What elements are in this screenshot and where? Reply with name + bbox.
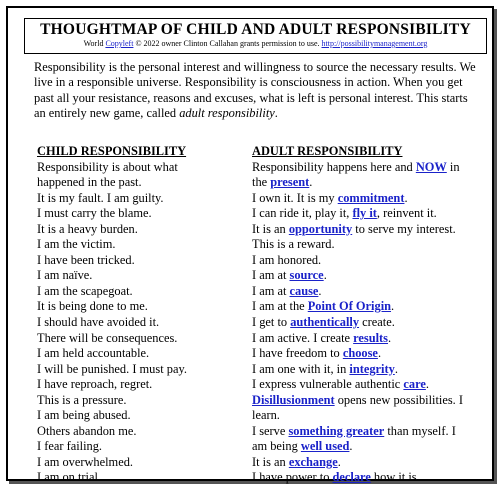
concept-link[interactable]: present: [270, 175, 310, 190]
adult-line-text: .: [323, 268, 327, 283]
adult-line-text: .: [388, 330, 392, 345]
child-line: I am the victim.: [37, 237, 116, 252]
adult-line: [252, 284, 488, 300]
child-line: Responsibility is about what: [37, 159, 178, 174]
adult-line-text: .: [425, 377, 429, 392]
concept-link[interactable]: fly it: [352, 206, 377, 221]
adult-line-text: create.: [359, 314, 395, 329]
adult-heading: ADULT RESPONSIBILITY: [252, 144, 403, 158]
copyright-prefix: World: [83, 39, 106, 48]
adult-line-text: than myself. I: [384, 423, 456, 438]
concept-link[interactable]: something greater: [288, 423, 385, 438]
concept-link[interactable]: cause: [289, 283, 319, 298]
child-line: I am naïve.: [37, 268, 93, 283]
copyright-line: [25, 39, 486, 49]
child-line: I must carry the blame.: [37, 206, 152, 221]
child-heading: CHILD RESPONSIBILITY: [37, 144, 187, 158]
adult-line-text: I am one with it, in: [252, 361, 350, 376]
adult-line-text: I am honored.: [252, 252, 322, 267]
adult-line-text: the: [252, 175, 271, 190]
adult-lines: [252, 160, 488, 486]
adult-line: [252, 206, 488, 222]
adult-line-text: Responsibility happens here and: [252, 159, 416, 174]
adult-line-text: am being: [252, 439, 301, 454]
adult-line-text: opens new possibilities. I: [334, 392, 463, 407]
adult-line-text: It is an: [252, 454, 289, 469]
child-responsibility-column: [37, 144, 237, 486]
child-line: It is a heavy burden.: [37, 221, 138, 236]
adult-line-text: .: [349, 439, 353, 454]
adult-line-text: in: [446, 159, 460, 174]
adult-line: [252, 470, 488, 486]
concept-link[interactable]: integrity: [349, 361, 395, 376]
adult-line-text: learn.: [252, 408, 280, 423]
adult-line: [252, 439, 488, 455]
adult-line-text: how it is.: [370, 470, 420, 485]
child-lines: [37, 160, 237, 486]
adult-line: [252, 455, 488, 471]
adult-line-text: I have freedom to: [252, 346, 343, 361]
concept-link[interactable]: choose: [342, 346, 378, 361]
child-line: It is being done to me.: [37, 299, 148, 314]
adult-line: [252, 222, 488, 238]
adult-line-text: I am at: [252, 283, 290, 298]
adult-line-text: I am at: [252, 268, 290, 283]
adult-line-text: .: [394, 361, 398, 376]
website-link[interactable]: http://possibilitymanagement.org: [321, 39, 428, 48]
child-line: Others abandon me.: [37, 423, 137, 438]
adult-line-text: I can ride it, play it,: [252, 206, 353, 221]
child-line: I am the scapegoat.: [37, 283, 133, 298]
adult-line-text: .: [404, 190, 408, 205]
child-line: There will be consequences.: [37, 330, 178, 345]
thoughtmap-frame: [6, 6, 494, 485]
child-line: I will be punished. I must pay.: [37, 361, 187, 376]
adult-line: [252, 331, 488, 347]
adult-line-text: .: [318, 283, 322, 298]
child-line: I have been tricked.: [37, 252, 135, 267]
child-line: It is my fault. I am guilty.: [37, 190, 164, 205]
child-line: I am held accountable.: [37, 346, 150, 361]
concept-link[interactable]: Point Of Origin: [307, 299, 392, 314]
child-line: I am being abused.: [37, 408, 131, 423]
intro-paragraph: [34, 60, 482, 122]
concept-link[interactable]: Disillusionment: [252, 392, 335, 407]
adult-line: [252, 268, 488, 284]
adult-line-text: , reinvent it.: [376, 206, 437, 221]
adult-line: [252, 253, 488, 269]
concept-link[interactable]: opportunity: [288, 221, 353, 236]
adult-line-text: I am at the: [252, 299, 308, 314]
intro-text: Responsibility is the personal interest and willingness to source the necessary results. We live in a responsible universe. Responsibility is consciousness in action. When you get past all your resistance, reasons and excuses, what is left is personal interest. This starts an entirely new game, called: [34, 60, 476, 121]
adult-line-text: I express vulnerable authentic: [252, 377, 404, 392]
adult-line: [252, 377, 488, 393]
adult-line: [252, 315, 488, 331]
child-line: I am overwhelmed.: [37, 454, 133, 469]
adult-line: [252, 346, 488, 362]
adult-line: [252, 237, 488, 253]
concept-link[interactable]: well used: [300, 439, 350, 454]
adult-line: [252, 408, 488, 424]
adult-line-text: I am active. I create: [252, 330, 354, 345]
adult-line-text: This is a reward.: [252, 237, 335, 252]
page-title: THOUGHTMAP OF CHILD AND ADULT RESPONSIBILITY: [40, 21, 471, 38]
adult-line-text: .: [391, 299, 395, 314]
copyright-middle: © 2022 owner Clinton Callahan grants permission to use.: [133, 39, 322, 48]
child-line: This is a pressure.: [37, 392, 127, 407]
copyleft-link[interactable]: Copyleft: [105, 39, 134, 48]
adult-line: [252, 160, 488, 176]
intro-end: .: [274, 106, 278, 121]
concept-link[interactable]: exchange: [288, 454, 338, 469]
adult-line-text: to serve my interest.: [352, 221, 456, 236]
child-line: happened in the past.: [37, 175, 142, 190]
concept-link[interactable]: authentically: [290, 314, 360, 329]
concept-link[interactable]: results: [353, 330, 389, 345]
concept-link[interactable]: NOW: [415, 159, 447, 174]
child-line: I should have avoided it.: [37, 314, 160, 329]
child-line: I have reproach, regret.: [37, 377, 153, 392]
concept-link[interactable]: care: [403, 377, 426, 392]
adult-line-text: It is an: [252, 221, 289, 236]
adult-line: [252, 393, 488, 409]
concept-link[interactable]: declare: [332, 470, 371, 485]
adult-line-text: I have power to: [252, 470, 333, 485]
adult-line: [252, 175, 488, 191]
adult-line-text: .: [377, 346, 382, 361]
adult-line-text: I serve: [252, 423, 289, 438]
adult-line: [252, 424, 488, 440]
concept-link[interactable]: commitment: [337, 190, 405, 205]
child-line: I fear failing.: [37, 439, 103, 454]
adult-line: [252, 362, 488, 378]
concept-link[interactable]: source: [289, 268, 324, 283]
adult-responsibility-column: [252, 144, 488, 486]
title-box: [24, 18, 487, 54]
adult-line-text: I own it. It is my: [252, 190, 338, 205]
intro-emphasis: adult responsibility: [179, 106, 275, 121]
adult-line-text: I get to: [252, 314, 291, 329]
adult-line-text: .: [309, 175, 313, 190]
child-line: I am on trial.: [37, 470, 101, 485]
adult-line-text: .: [337, 454, 341, 469]
adult-line: [252, 299, 488, 315]
adult-line: [252, 191, 488, 207]
